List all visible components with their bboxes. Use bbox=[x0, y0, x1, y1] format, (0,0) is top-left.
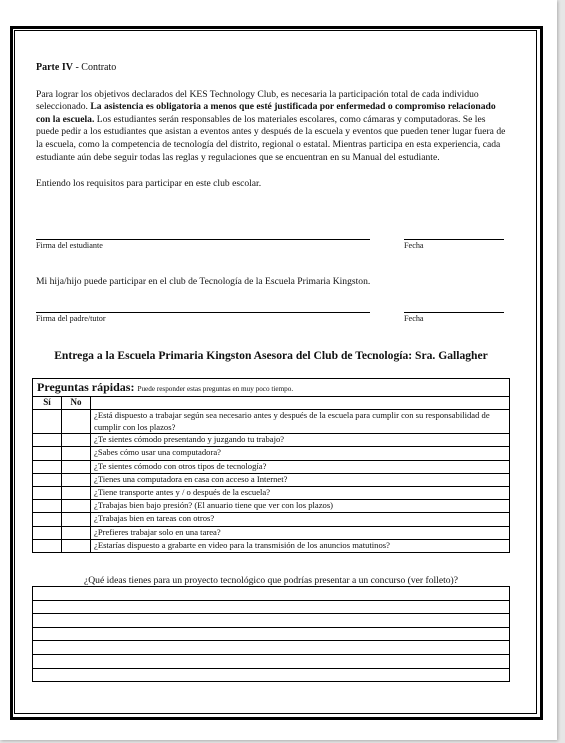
quiz-subtitle: Puede responder estas preguntas en muy poco tiempo. bbox=[137, 385, 294, 393]
question-row bbox=[33, 513, 510, 526]
para-intro: Para lograr los objetivos declarados del KES Technology Club, es necesaria la participación total de cada individuo seleccionado. bbox=[36, 88, 479, 113]
contract-paragraph bbox=[36, 89, 506, 165]
contract-heading bbox=[36, 62, 506, 75]
answer-yes-cell[interactable] bbox=[33, 486, 62, 499]
question-text: ¿Tiene transporte antes y / o después de la escuela? bbox=[91, 486, 510, 499]
answer-no-cell[interactable] bbox=[62, 500, 91, 513]
question-text: ¿Sabes cómo usar una computadora? bbox=[91, 447, 510, 460]
quiz-header bbox=[33, 379, 510, 397]
question-row bbox=[33, 460, 510, 473]
answer-no-cell[interactable] bbox=[62, 460, 91, 473]
quick-questions-table bbox=[32, 378, 510, 553]
answer-no-cell[interactable] bbox=[62, 410, 91, 434]
answer-no-cell[interactable] bbox=[62, 539, 91, 552]
part-title: - Contrato bbox=[72, 62, 117, 73]
parent-date-line[interactable] bbox=[404, 312, 504, 313]
ideas-answer-lines[interactable] bbox=[32, 586, 510, 682]
student-date-label: Fecha bbox=[404, 241, 424, 250]
student-date-line[interactable] bbox=[404, 239, 504, 240]
question-row bbox=[33, 473, 510, 486]
answer-line[interactable] bbox=[32, 628, 510, 642]
answer-no-cell[interactable] bbox=[62, 434, 91, 447]
question-text: ¿Trabajas bien en tareas con otros? bbox=[91, 513, 510, 526]
question-row bbox=[33, 486, 510, 499]
answer-yes-cell[interactable] bbox=[33, 526, 62, 539]
answer-line[interactable] bbox=[32, 601, 510, 615]
answer-yes-cell[interactable] bbox=[33, 447, 62, 460]
answer-line[interactable] bbox=[32, 669, 510, 683]
question-text: ¿Está dispuesto a trabajar según sea necesario antes y después de la escuela para cumplir con su responsabilidad de cumplir con los plazos? bbox=[91, 410, 510, 434]
column-header-no: No bbox=[62, 397, 91, 410]
question-row bbox=[33, 539, 510, 552]
answer-line[interactable] bbox=[32, 641, 510, 655]
question-row bbox=[33, 500, 510, 513]
para-bold: La asistencia es obligatoria a menos que esté justificada por enfermedad o compromiso relacionado con la escuela. bbox=[36, 101, 496, 125]
answer-yes-cell[interactable] bbox=[33, 434, 62, 447]
answer-line[interactable] bbox=[32, 655, 510, 669]
answer-yes-cell[interactable] bbox=[33, 460, 62, 473]
question-text: ¿Trabajas bien bajo presión? (El anuario tiene que ver con los plazos) bbox=[91, 500, 510, 513]
parent-date-label: Fecha bbox=[404, 314, 424, 323]
column-header-yes: Sí bbox=[33, 397, 62, 410]
answer-line[interactable] bbox=[32, 614, 510, 628]
understand-text: Entiendo los requisitos para participar en este club escolar. bbox=[36, 178, 262, 190]
answer-line[interactable] bbox=[32, 586, 510, 601]
para-rest: Los estudiantes serán responsables de los materiales escolares, como cámaras y computadoras. Se les puede pedir a los estudiantes que asistan a eventos antes y después de la escuela y eventos que pueden tener lugar fuera de la escuela, como la competencia de tecnología del distrito, regional o estatal. Mientras participa en esta experiencia, cada estudiante aún debe seguir todas las reglas y regulaciones que se encuentran en su Manual del estudiante. bbox=[36, 113, 506, 163]
parent-permission-text: Mi hija/hijo puede participar en el club de Tecnología de la Escuela Primaria Kingston. bbox=[36, 276, 371, 287]
answer-no-cell[interactable] bbox=[62, 473, 91, 486]
column-header-question bbox=[91, 397, 510, 410]
student-signature-label: Firma del estudiante bbox=[36, 241, 103, 250]
contract-section bbox=[36, 62, 506, 191]
question-row bbox=[33, 447, 510, 460]
answer-yes-cell[interactable] bbox=[33, 513, 62, 526]
submit-title: Entrega a la Escuela Primaria Kingston Asesora del Club de Tecnología: Sra. Gallagher bbox=[54, 349, 488, 362]
ideas-question: ¿Qué ideas tienes para un proyecto tecnológico que podrías presentar a un concurso (ver folleto)? bbox=[83, 575, 458, 586]
question-text: ¿Te sientes cómodo presentando y juzgando tu trabajo? bbox=[91, 434, 510, 447]
answer-no-cell[interactable] bbox=[62, 486, 91, 499]
question-row bbox=[33, 410, 510, 434]
part-label: Parte IV bbox=[36, 62, 73, 73]
answer-no-cell[interactable] bbox=[62, 526, 91, 539]
answer-yes-cell[interactable] bbox=[33, 410, 62, 434]
student-signature-line[interactable] bbox=[36, 239, 370, 240]
answer-no-cell[interactable] bbox=[62, 513, 91, 526]
question-text: ¿Estarías dispuesto a grabarte en video para la transmisión de los anuncios matutinos? bbox=[91, 539, 510, 552]
answer-yes-cell[interactable] bbox=[33, 473, 62, 486]
question-text: ¿Prefieres trabajar solo en una tarea? bbox=[91, 526, 510, 539]
parent-signature-label: Firma del padre/tutor bbox=[36, 314, 106, 323]
question-row bbox=[33, 434, 510, 447]
answer-yes-cell[interactable] bbox=[33, 539, 62, 552]
question-text: ¿Tienes una computadora en casa con acceso a Internet? bbox=[91, 473, 510, 486]
answer-yes-cell[interactable] bbox=[33, 500, 62, 513]
question-text: ¿Te sientes cómodo con otros tipos de tecnología? bbox=[91, 460, 510, 473]
answer-no-cell[interactable] bbox=[62, 447, 91, 460]
parent-signature-line[interactable] bbox=[36, 312, 370, 313]
question-row bbox=[33, 526, 510, 539]
quiz-title: Preguntas rápidas: bbox=[37, 380, 135, 394]
